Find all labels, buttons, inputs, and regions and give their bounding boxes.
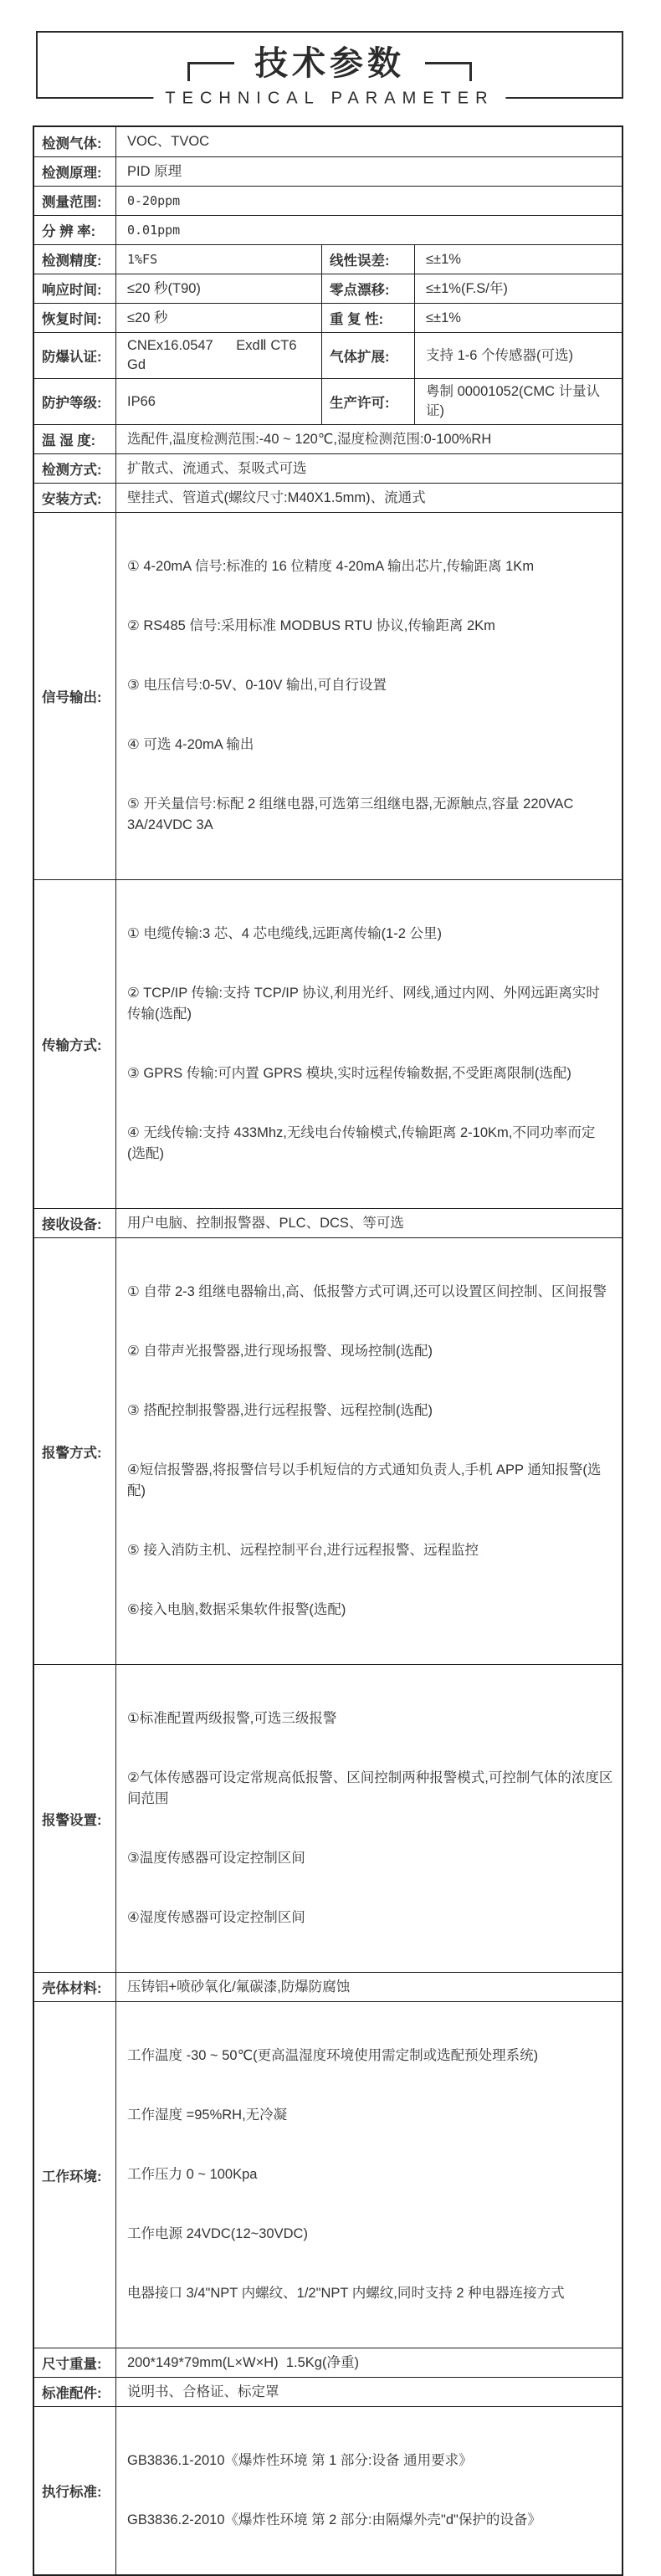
row-value-list	[116, 2002, 622, 2348]
table-row	[34, 274, 622, 303]
list-item: ④ 可选 4-20mA 输出	[127, 737, 254, 752]
table-row	[34, 2348, 622, 2377]
table-row	[34, 879, 622, 1208]
page-title: 技术参数	[254, 45, 405, 82]
row-value: 扩散式、流通式、泵吸式可选	[127, 460, 307, 476]
list-item: ②气体传感器可设定常规高低报警、区间控制两种报警模式,可控制气体的浓度区间范围	[127, 1770, 613, 1806]
row-value: 选配件,温度检测范围:-40 ~ 120℃,湿度检测范围:0-100%RH	[127, 431, 492, 447]
table-row	[34, 215, 622, 244]
row-value: 说明书、合格证、标定罩	[127, 2384, 279, 2399]
row-value: 1%FS	[116, 245, 322, 274]
list-item: ① 4-20mA 信号:标准的 16 位精度 4-20mA 输出芯片,传输距离 1Km	[127, 559, 535, 574]
row-label: 执行标准:	[34, 2407, 116, 2574]
table-row	[34, 2406, 622, 2574]
list-item: GB3836.2-2010《爆炸性环境 第 2 部分:由隔爆外壳"d"保护的设备》	[127, 2512, 541, 2527]
row-label: 检测方式:	[34, 454, 116, 483]
row-value-list	[116, 2407, 622, 2574]
row-value: ≤20 秒(T90)	[116, 274, 322, 303]
table-row	[34, 378, 622, 424]
table-row	[34, 303, 622, 332]
page	[0, 31, 661, 2527]
list-item: ④ 无线传输:支持 433Mhz,无线电台传输模式,传输距离 2-10Km,不同功率而定(选配)	[127, 1125, 596, 1161]
list-item: ①标准配置两级报警,可选三级报警	[127, 1711, 337, 1726]
row-value-list	[116, 880, 622, 1208]
row-value: 用户电脑、控制报警器、PLC、DCS、等可选	[127, 1215, 404, 1231]
row-value: ≤20 秒	[116, 304, 322, 332]
table-row	[34, 512, 622, 879]
title-bracket-right-icon	[425, 62, 472, 81]
page-subtitle: TECHNICAL PARAMETER	[153, 89, 505, 108]
row-label: 接收设备:	[34, 1209, 116, 1237]
row-value-2: ≤±1%	[426, 310, 461, 325]
list-item: ② 自带声光报警器,进行现场报警、现场控制(选配)	[127, 1344, 433, 1359]
list-item: ② TCP/IP 传输:支持 TCP/IP 协议,利用光纤、网线,通过内网、外网远距离实时传输(选配)	[127, 986, 600, 1022]
row-label: 尺寸重量:	[34, 2348, 116, 2377]
row-label-2: 零点漂移:	[322, 274, 415, 303]
row-label-2: 生产许可:	[322, 379, 415, 424]
row-value: 0-20ppm	[127, 192, 181, 208]
row-label: 测量范围:	[34, 187, 116, 215]
list-item: ① 电缆传输:3 芯、4 芯电缆线,远距离传输(1-2 公里)	[127, 926, 442, 941]
list-item: 工作电源 24VDC(12~30VDC)	[127, 2226, 308, 2241]
row-label: 温 湿 度:	[34, 425, 116, 453]
row-value-list	[116, 1665, 622, 1972]
list-item: 工作湿度 =95%RH,无冷凝	[127, 2107, 288, 2123]
row-value-2: 粤制 00001052(CMC 计量认证)	[426, 384, 601, 418]
row-value: 0.01ppm	[127, 222, 181, 238]
table-row	[34, 2001, 622, 2348]
row-value-2: 支持 1-6 个传感器(可选)	[426, 347, 574, 363]
row-label: 检测精度:	[34, 245, 116, 274]
table-row	[34, 1664, 622, 1972]
list-item: ⑤ 开关量信号:标配 2 组继电器,可选第三组继电器,无源触点,容量 220VAC 3A/24VDC 3A	[127, 796, 577, 832]
table-row	[34, 424, 622, 453]
list-item: ③温度传感器可设定控制区间	[127, 1851, 305, 1866]
row-label: 标准配件:	[34, 2378, 116, 2406]
row-label: 检测原理:	[34, 157, 116, 186]
table-row	[34, 453, 622, 483]
table-row	[34, 244, 622, 274]
list-item: ③ GPRS 传输:可内置 GPRS 模块,实时远程传输数据,不受距离限制(选配)	[127, 1066, 571, 1081]
list-item: ⑤ 接入消防主机、远程控制平台,进行远程报警、远程监控	[127, 1543, 479, 1558]
row-value-list	[116, 1238, 622, 1664]
table-row	[34, 1237, 622, 1664]
row-label: 壳体材料:	[34, 1973, 116, 2001]
row-label: 报警方式:	[34, 1238, 116, 1664]
list-item: GB3836.1-2010《爆炸性环境 第 1 部分:设备 通用要求》	[127, 2453, 473, 2468]
title-bracket-left-icon	[187, 62, 234, 81]
row-value-2: ≤±1%	[426, 251, 461, 267]
table-row	[34, 1208, 622, 1237]
spec-table	[33, 125, 623, 2576]
list-item: ② RS485 信号:采用标准 MODBUS RTU 协议,传输距离 2Km	[127, 618, 495, 633]
list-item: 工作压力 0 ~ 100Kpa	[127, 2167, 258, 2182]
table-row	[34, 2377, 622, 2406]
row-label: 安装方式:	[34, 484, 116, 512]
row-label-2: 气体扩展:	[322, 333, 415, 378]
row-label-2: 重 复 性:	[322, 304, 415, 332]
row-value: 压铸铝+喷砂氧化/氟碳漆,防爆防腐蚀	[127, 1979, 351, 1995]
row-value: 200*149*79mm(L×W×H) 1.5Kg(净重)	[127, 2354, 359, 2370]
row-label: 工作环境:	[34, 2002, 116, 2348]
row-value: IP66	[116, 379, 322, 424]
title-row	[38, 33, 622, 97]
table-row	[34, 1972, 622, 2001]
row-label-2: 线性误差:	[322, 245, 415, 274]
row-label: 传输方式:	[34, 880, 116, 1208]
row-label: 恢复时间:	[34, 304, 116, 332]
row-value: 壁挂式、管道式(螺纹尺寸:M40X1.5mm)、流通式	[127, 489, 426, 505]
row-label: 防护等级:	[34, 379, 116, 424]
row-label: 防爆认证:	[34, 333, 116, 378]
row-label: 分 辨 率:	[34, 216, 116, 244]
list-item: ⑥接入电脑,数据采集软件报警(选配)	[127, 1602, 346, 1617]
list-item: 工作温度 -30 ~ 50℃(更高温湿度环境使用需定制或选配预处理系统)	[127, 2048, 539, 2063]
list-item: 电器接口 3/4"NPT 内螺纹、1/2"NPT 内螺纹,同时支持 2 种电器连接方式	[127, 2286, 565, 2301]
row-label: 报警设置:	[34, 1665, 116, 1972]
row-value: VOC、TVOC	[127, 134, 210, 149]
row-value-2: ≤±1%(F.S/年)	[426, 280, 508, 296]
table-row	[34, 332, 622, 378]
table-row	[34, 156, 622, 186]
table-row	[34, 186, 622, 215]
table-row	[34, 483, 622, 512]
table-row	[34, 127, 622, 156]
list-item: ④短信报警器,将报警信号以手机短信的方式通知负责人,手机 APP 通知报警(选配)	[127, 1462, 602, 1498]
list-item: ③ 电压信号:0-5V、0-10V 输出,可自行设置	[127, 678, 387, 693]
list-item: ③ 搭配控制报警器,进行远程报警、远程控制(选配)	[127, 1403, 433, 1418]
row-label: 检测气体:	[34, 127, 116, 156]
list-item: ④湿度传感器可设定控制区间	[127, 1910, 305, 1925]
row-label: 信号输出:	[34, 513, 116, 879]
row-value: CNEx16.0547 ExdⅡ CT6 Gd	[116, 333, 322, 378]
row-value-list	[116, 513, 622, 879]
row-label: 响应时间:	[34, 274, 116, 303]
row-value: PID 原理	[127, 163, 182, 179]
header-box	[36, 31, 623, 108]
list-item: ① 自带 2-3 组继电器输出,高、低报警方式可调,还可以设置区间控制、区间报警	[127, 1284, 607, 1299]
